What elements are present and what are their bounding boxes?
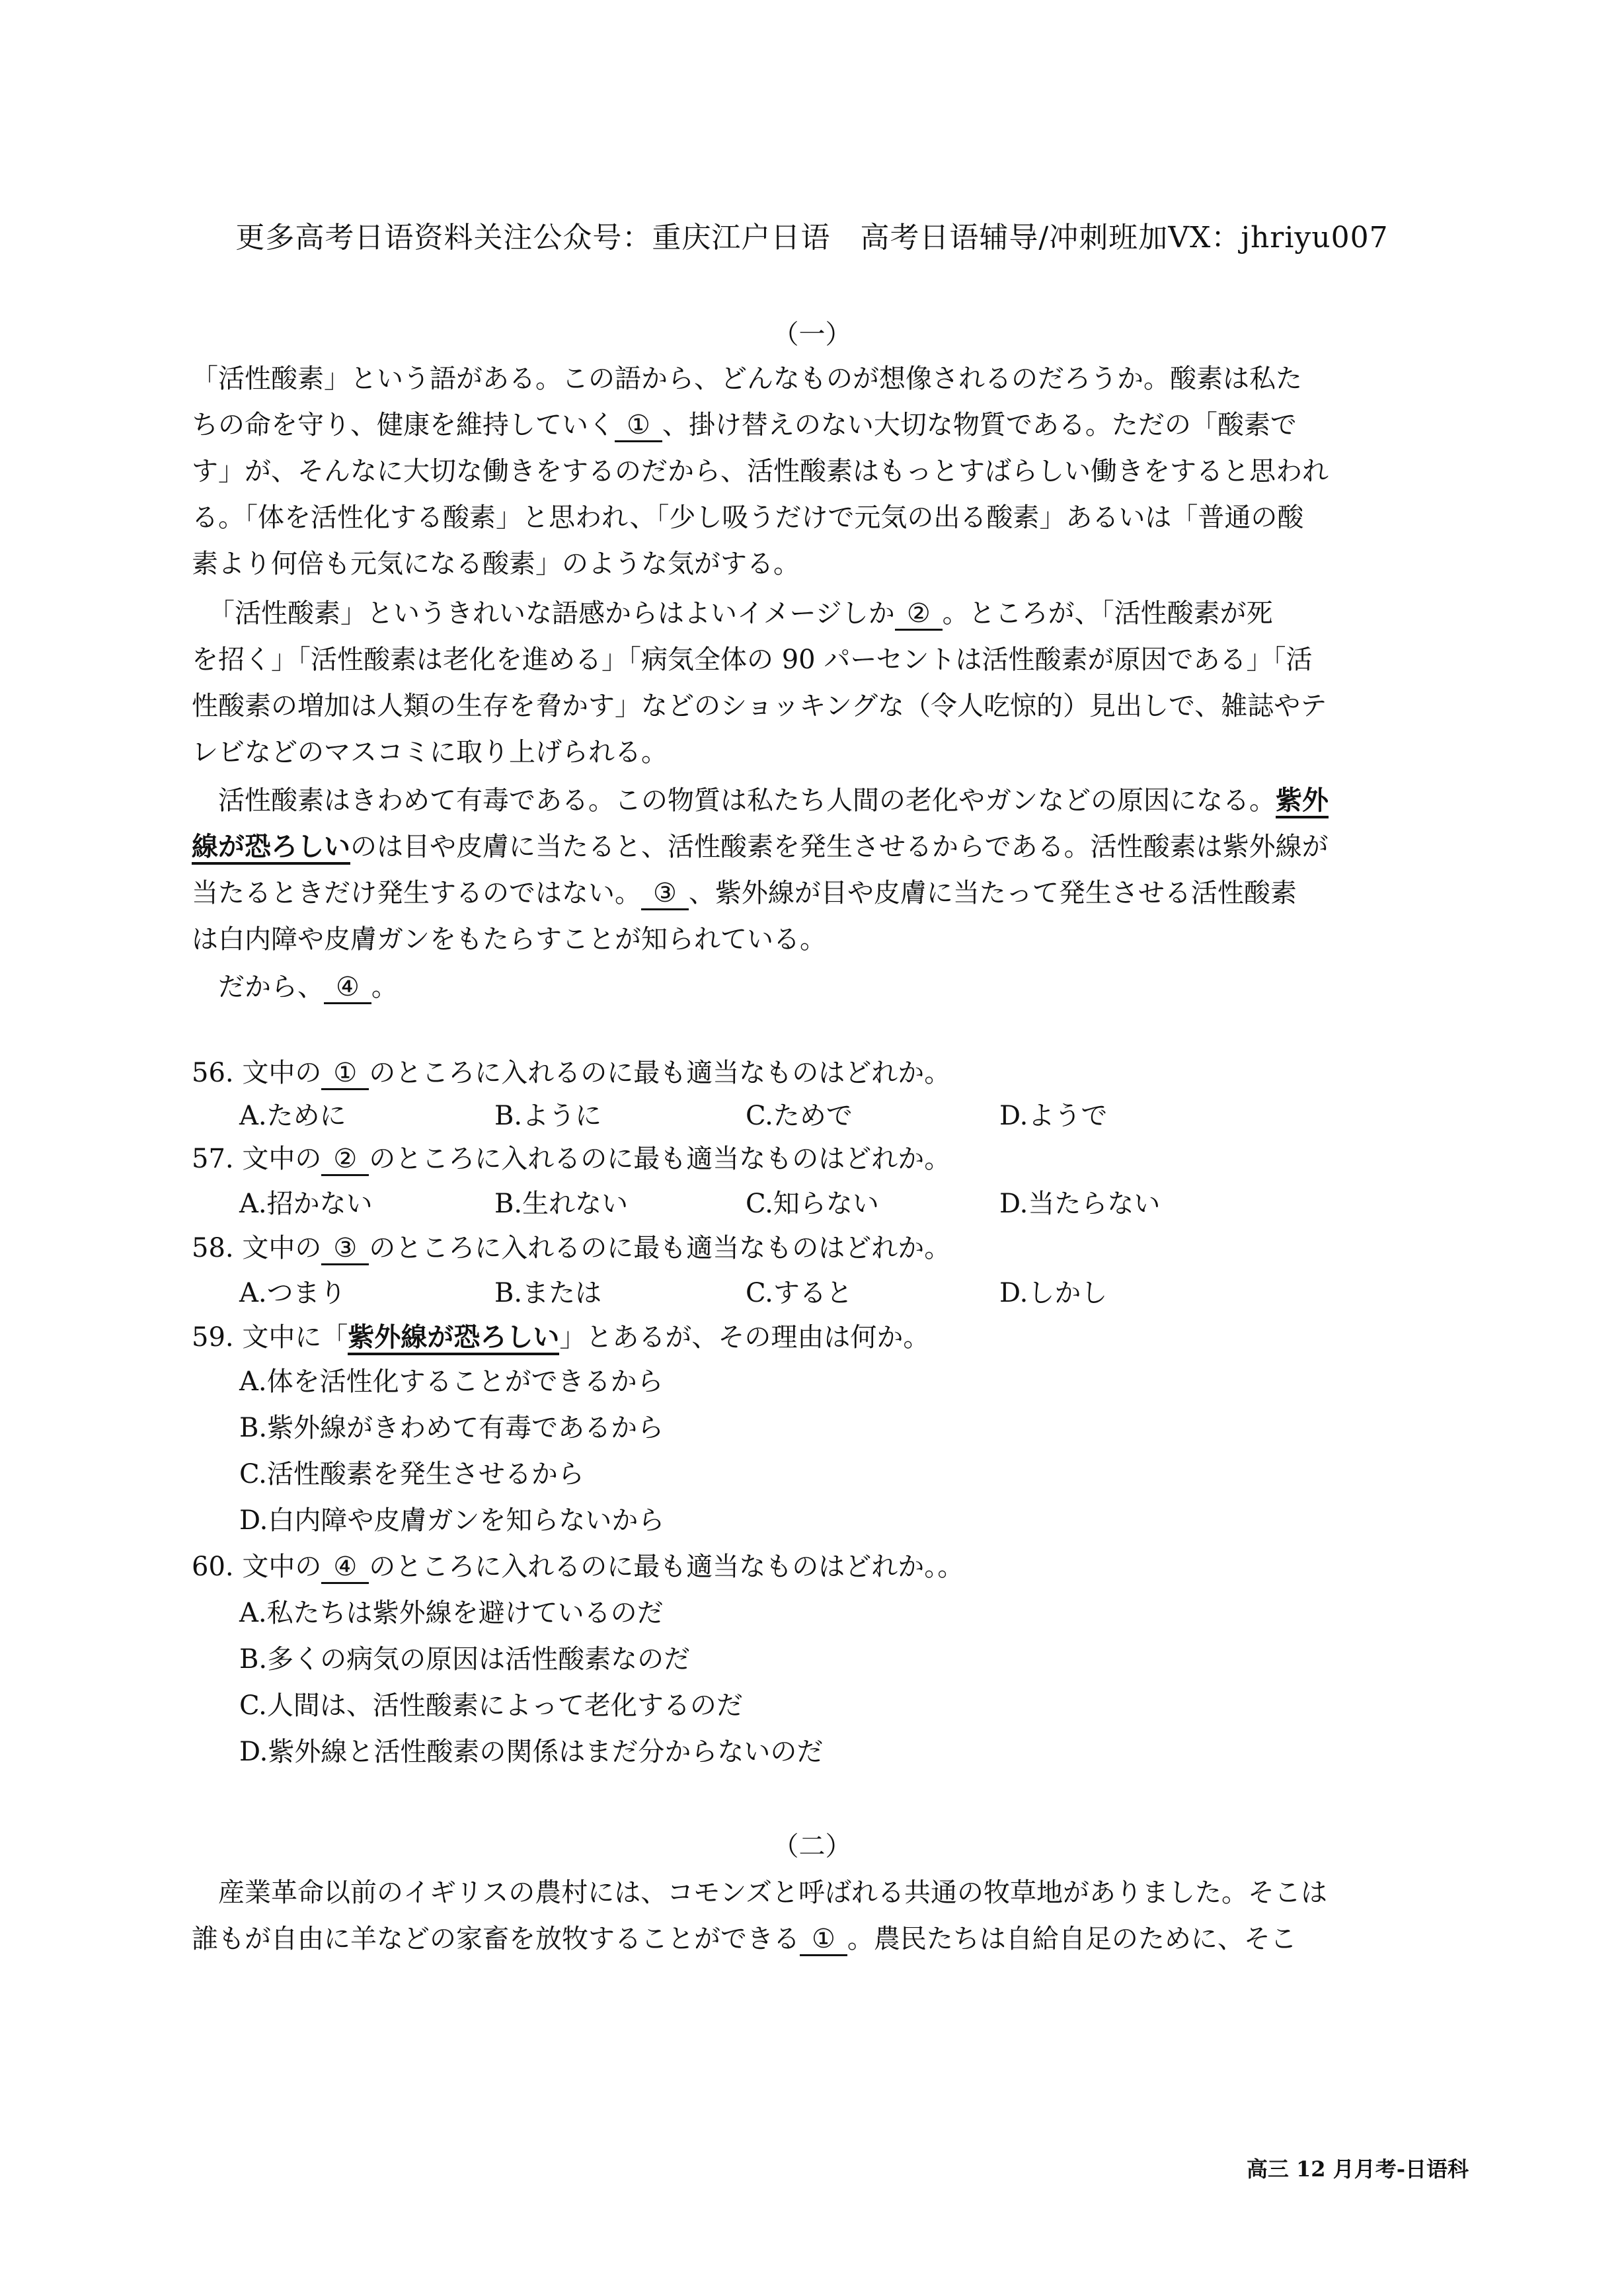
answer-blank: ① bbox=[800, 1924, 847, 1956]
underlined-phrase: 紫外 bbox=[1276, 785, 1329, 818]
passage-line bbox=[192, 1920, 1297, 1958]
option-58-d[interactable]: D.しかし bbox=[999, 1278, 1108, 1308]
question-number: 57. bbox=[192, 1144, 234, 1174]
passage-line: 性酸素の増加は人類の生存を脅かす」などのショッキングな（令人吃惊的）見出しで、雑誌やテ bbox=[192, 691, 1327, 721]
option-58-c[interactable]: C.すると bbox=[746, 1278, 853, 1308]
option-57-b[interactable]: B.生れない bbox=[494, 1189, 629, 1219]
passage-line: る。「体を活性化する酸素」と思われ、「少し吸うだけで元気の出る酸素」あるいは「普通の酸 bbox=[192, 502, 1304, 533]
page-header: 更多高考日语资料关注公众号：重庆江户日语 高考日语辅导/冲刺班加VX：jhriyu007 bbox=[235, 221, 1389, 255]
question-text: のところに入れるのに最も適当なものはどれか。。 bbox=[369, 1552, 964, 1582]
option-56-b[interactable]: B.ように bbox=[494, 1101, 602, 1131]
passage-text: 活性酸素はきわめて有毒である。この物質は私たち人間の老化やガンなどの原因になる。 bbox=[218, 785, 1276, 816]
question-text: のところに入れるのに最も適当なものはどれか。 bbox=[369, 1144, 951, 1174]
answer-blank: ② bbox=[321, 1144, 369, 1176]
question-number: 59. bbox=[192, 1322, 234, 1353]
option-60-d[interactable]: D.紫外線と活性酸素の関係はまだ分からないのだ bbox=[239, 1737, 824, 1767]
option-58-b[interactable]: B.または bbox=[494, 1278, 602, 1308]
page-footer: 高三 12 月月考-日语科 bbox=[1246, 2157, 1469, 2182]
passage-line: 産業革命以前のイギリスの農村には、コモンズと呼ばれる共通の牧草地がありました。そこは bbox=[218, 1878, 1327, 1908]
question-text: 文中の bbox=[242, 1552, 322, 1582]
passage-text: 誰もが自由に羊などの家畜を放牧することができる bbox=[192, 1924, 800, 1954]
option-57-d[interactable]: D.当たらない bbox=[999, 1189, 1161, 1219]
passage-line bbox=[192, 828, 1329, 865]
answer-blank: ① bbox=[615, 410, 662, 442]
option-60-c[interactable]: C.人間は、活性酸素によって老化するのだ bbox=[239, 1690, 743, 1721]
question-text: 文中に「 bbox=[242, 1322, 348, 1353]
passage-line bbox=[208, 595, 1273, 632]
passage-line: は白内障や皮膚ガンをもたらすことが知られている。 bbox=[192, 924, 826, 955]
question-number: 56. bbox=[192, 1058, 234, 1088]
option-57-a[interactable]: A.招かない bbox=[239, 1189, 373, 1219]
question-text: 文中の bbox=[242, 1058, 322, 1088]
question-60 bbox=[192, 1548, 964, 1585]
question-59 bbox=[192, 1319, 929, 1356]
option-60-b[interactable]: B.多くの病気の原因は活性酸素なのだ bbox=[239, 1644, 691, 1675]
option-59-d[interactable]: D.白内障や皮膚ガンを知らないから bbox=[239, 1505, 665, 1536]
passage-text: 。ところが、「活性酸素が死 bbox=[942, 598, 1273, 629]
passage-line: 「活性酸素」という語がある。この語から、どんなものが想像されるのだろうか。酸素は私た bbox=[192, 364, 1302, 394]
question-57 bbox=[192, 1140, 950, 1177]
answer-blank: ③ bbox=[321, 1233, 369, 1265]
passage-text: 、掛け替えのない大切な物質である。ただの「酸素で bbox=[662, 410, 1297, 440]
passage-line bbox=[218, 782, 1329, 819]
question-text: 文中の bbox=[242, 1233, 322, 1263]
answer-blank: ① bbox=[321, 1058, 369, 1090]
answer-blank: ④ bbox=[324, 972, 371, 1004]
passage-line bbox=[192, 407, 1297, 444]
passage-text: 当たるときだけ発生するのではない。 bbox=[192, 878, 641, 908]
option-59-b[interactable]: B.紫外線がきわめて有毒であるから bbox=[239, 1413, 664, 1443]
passage-text: 。 bbox=[371, 972, 398, 1002]
passage-text: 。農民たちは自給自足のために、そこ bbox=[847, 1924, 1297, 1954]
underlined-phrase: 線が恐ろしい bbox=[192, 831, 350, 865]
answer-blank: ③ bbox=[641, 878, 689, 910]
underlined-phrase: 紫外線が恐ろしい bbox=[348, 1322, 559, 1355]
option-59-c[interactable]: C.活性酸素を発生させるから bbox=[239, 1459, 584, 1489]
question-text: のところに入れるのに最も適当なものはどれか。 bbox=[369, 1233, 951, 1263]
question-text: 文中の bbox=[242, 1144, 322, 1174]
answer-blank: ② bbox=[895, 598, 943, 631]
question-56 bbox=[192, 1054, 950, 1091]
option-60-a[interactable]: A.私たちは紫外線を避けているのだ bbox=[239, 1598, 664, 1628]
question-58 bbox=[192, 1230, 950, 1267]
option-56-c[interactable]: C.ためで bbox=[746, 1101, 853, 1131]
passage-text: のは目や皮膚に当たると、活性酸素を発生させるからである。活性酸素は紫外線が bbox=[350, 832, 1329, 862]
option-57-c[interactable]: C.知らない bbox=[746, 1189, 879, 1219]
question-text: のところに入れるのに最も適当なものはどれか。 bbox=[369, 1058, 951, 1088]
question-number: 58. bbox=[192, 1233, 234, 1263]
passage-line: 素より何倍も元気になる酸素」のような気がする。 bbox=[192, 549, 800, 579]
section-2-title: （二） bbox=[772, 1831, 852, 1862]
passage-line: を招く」「活性酸素は老化を進める」「病気全体の 90 パーセントは活性酸素が原因である」「活 bbox=[192, 645, 1313, 675]
section-1-title: （一） bbox=[772, 319, 852, 350]
answer-blank: ④ bbox=[321, 1552, 369, 1584]
passage-text: だから、 bbox=[218, 972, 324, 1002]
question-text: 」とあるが、その理由は何か。 bbox=[559, 1322, 930, 1353]
passage-text: ちの命を守り、健康を維持していく bbox=[192, 410, 615, 440]
option-59-a[interactable]: A.体を活性化することができるから bbox=[239, 1366, 664, 1397]
option-56-d[interactable]: D.ようで bbox=[999, 1101, 1108, 1131]
passage-line bbox=[218, 969, 398, 1006]
option-58-a[interactable]: A.つまり bbox=[239, 1278, 346, 1308]
passage-line: す」が、そんなに大切な働きをするのだから、活性酸素はもっとすばらしい働きをすると思われ bbox=[192, 456, 1329, 487]
option-56-a[interactable]: A.ために bbox=[239, 1101, 346, 1131]
passage-line bbox=[192, 875, 1297, 912]
passage-text: 、紫外線が目や皮膚に当たって発生させる活性酸素 bbox=[688, 878, 1297, 908]
question-number: 60. bbox=[192, 1552, 234, 1582]
passage-text: 「活性酸素」というきれいな語感からはよいイメージしか bbox=[208, 598, 895, 629]
passage-line: レビなどのマスコミに取り上げられる。 bbox=[192, 737, 668, 768]
